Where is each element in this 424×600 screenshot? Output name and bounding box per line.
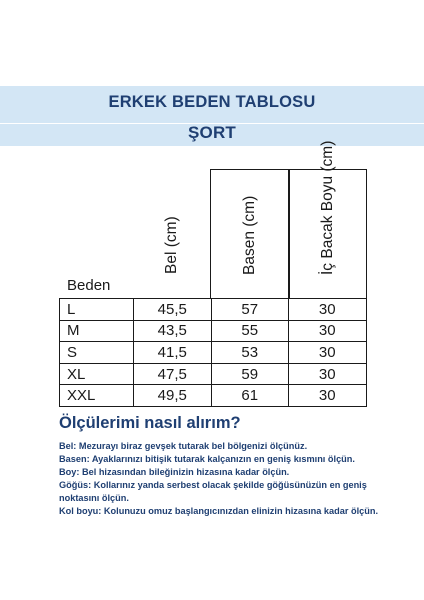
bel-value-cell: 45,5: [134, 299, 212, 321]
size-cell: XXL: [60, 385, 134, 407]
page-title: ERKEK BEDEN TABLOSU: [108, 93, 316, 111]
table-row: [60, 299, 367, 321]
basen-value-cell: 53: [211, 342, 289, 364]
bel-value-cell: 43,5: [134, 320, 212, 342]
column-label-ic-bacak: İç Bacak Boyu (cm): [318, 140, 336, 275]
size-cell: S: [60, 342, 134, 364]
ic-bacak-value-cell: 30: [289, 299, 367, 321]
bel-value-cell: 41,5: [134, 342, 212, 364]
row-header-label: Beden: [67, 277, 111, 294]
column-label-basen: Basen (cm): [241, 195, 258, 275]
size-table: [59, 298, 367, 407]
basen-value-cell: 61: [211, 385, 289, 407]
instruction-boy: Boy: Bel hizasından bileğinizin hizasına kadar ölçün.: [59, 467, 290, 477]
bel-value-cell: 47,5: [134, 363, 212, 385]
basen-value-cell: 57: [211, 299, 289, 321]
column-header-basen: [210, 169, 290, 299]
ic-bacak-value-cell: 30: [289, 342, 367, 364]
ic-bacak-value-cell: 30: [289, 385, 367, 407]
basen-value-cell: 59: [211, 363, 289, 385]
instruction-kol-boyu: Kol boyu: Kolunuzu omuz başlangıcınızdan elinizin hizasına kadar ölçün.: [59, 506, 379, 516]
table-row: [60, 385, 367, 407]
ic-bacak-value-cell: 30: [289, 320, 367, 342]
table-row: [60, 320, 367, 342]
page-subtitle: ŞORT: [187, 123, 237, 142]
column-header-bel: [133, 216, 210, 298]
size-cell: M: [60, 320, 134, 342]
column-label-bel: Bel (cm): [162, 216, 180, 274]
ic-bacak-value-cell: 30: [289, 363, 367, 385]
instruction-gogus: Göğüs: Kollarınız yanda serbest olacak şekilde göğüsünüzün en geniş noktasını ölçün.: [59, 480, 367, 503]
table-row: [60, 363, 367, 385]
bel-value-cell: 49,5: [134, 385, 212, 407]
basen-value-cell: 55: [211, 320, 289, 342]
size-cell: L: [60, 299, 134, 321]
instructions-title: Ölçülerimi nasıl alırım?: [59, 414, 241, 432]
size-cell: XL: [60, 363, 134, 385]
table-row: [60, 342, 367, 364]
instruction-bel: Bel: Mezurayı biraz gevşek tutarak bel bölgenizi ölçünüz.: [59, 441, 308, 451]
instruction-basen: Basen: Ayaklarınızı bitişik tutarak kalçanızın en geniş kısmını ölçün.: [59, 454, 355, 464]
column-header-ic-bacak: [288, 140, 367, 299]
